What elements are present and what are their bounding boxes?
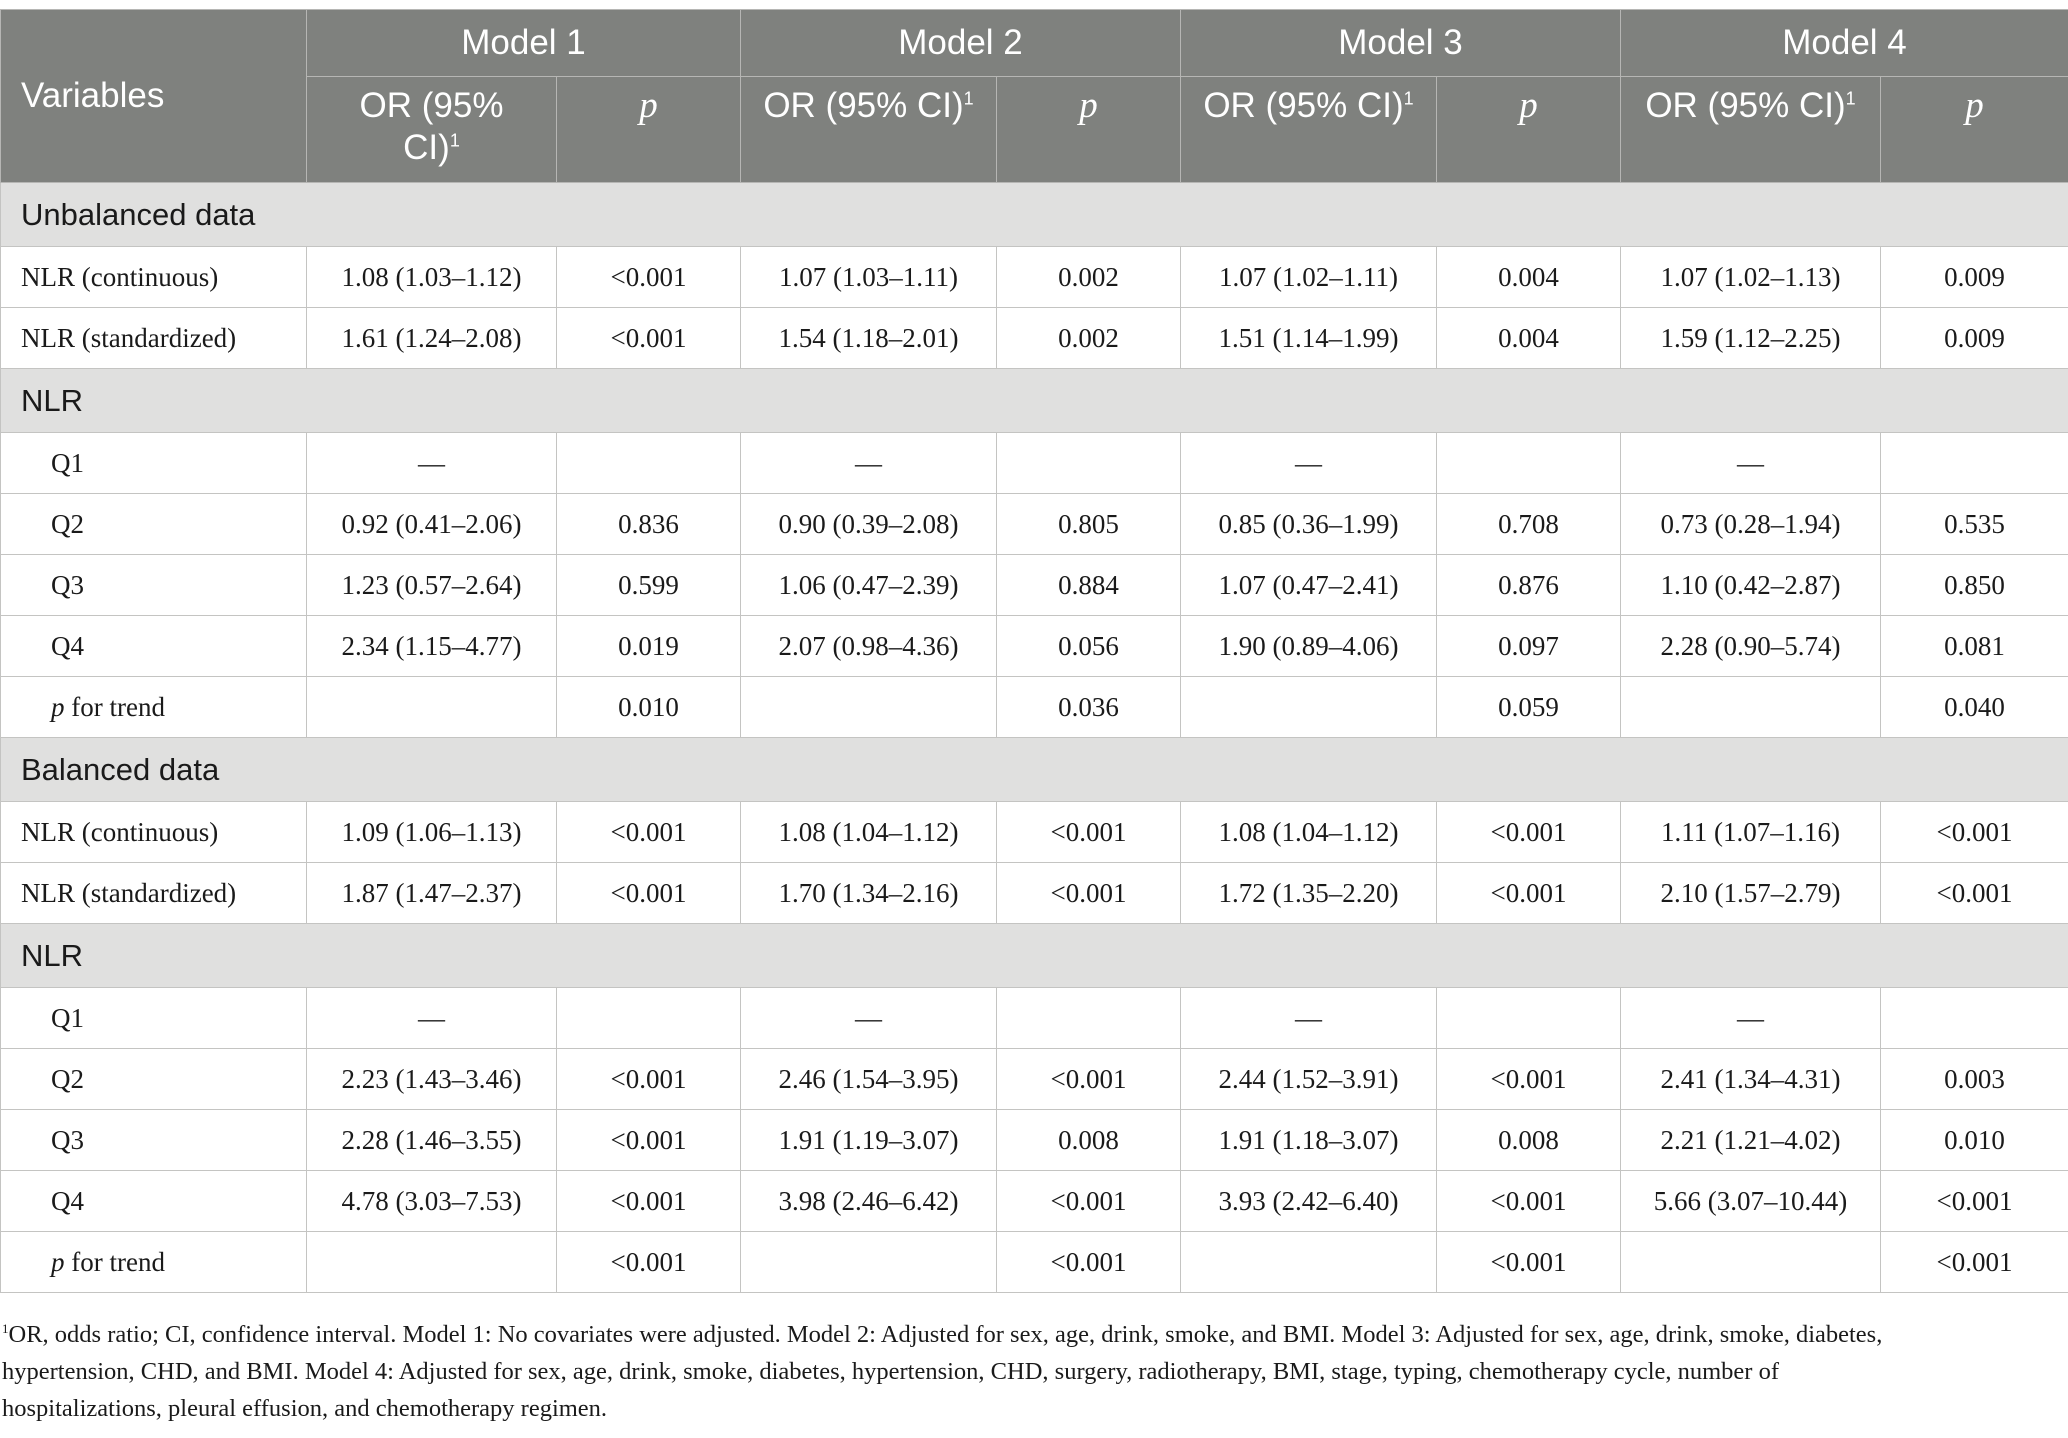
section-title: Unbalanced data xyxy=(1,183,2068,247)
or-ci-label: OR (95% CI) xyxy=(763,86,964,125)
p-value-cell: <0.001 xyxy=(1437,802,1621,863)
or-ci-cell: — xyxy=(741,433,997,494)
or-ci-cell xyxy=(741,677,997,738)
or-ci-cell: 2.07 (0.98–4.36) xyxy=(741,616,997,677)
or-ci-cell: — xyxy=(307,988,557,1049)
p-value-cell: <0.001 xyxy=(997,863,1181,924)
p-value-cell: 0.019 xyxy=(557,616,741,677)
or-ci-cell: — xyxy=(1621,433,1881,494)
p-value-cell: 0.097 xyxy=(1437,616,1621,677)
or-ci-cell: 1.59 (1.12–2.25) xyxy=(1621,308,1881,369)
p-value-cell: 0.003 xyxy=(1881,1049,2068,1110)
or-ci-cell: 0.90 (0.39–2.08) xyxy=(741,494,997,555)
trend-label-text: for trend xyxy=(64,691,165,722)
p-value-cell: 0.002 xyxy=(997,247,1181,308)
or-ci-cell: 1.61 (1.24–2.08) xyxy=(307,308,557,369)
or-ci-cell: 2.28 (0.90–5.74) xyxy=(1621,616,1881,677)
subsection-title: NLR xyxy=(1,369,2068,433)
quartile-row xyxy=(1,555,2068,616)
p-value-cell: <0.001 xyxy=(557,247,741,308)
or-ci-cell xyxy=(307,677,557,738)
p-value-cell: <0.001 xyxy=(997,802,1181,863)
or-ci-header xyxy=(741,77,997,183)
p-value-cell xyxy=(1881,988,2068,1049)
or-ci-cell xyxy=(741,1232,997,1293)
row-label: NLR (standardized) xyxy=(1,308,307,369)
p-value-cell: <0.001 xyxy=(997,1171,1181,1232)
p-value-cell: <0.001 xyxy=(557,863,741,924)
or-ci-cell: 1.08 (1.04–1.12) xyxy=(1181,802,1437,863)
p-value-cell: 0.004 xyxy=(1437,247,1621,308)
or-ci-cell: — xyxy=(1621,988,1881,1049)
p-value-cell xyxy=(1881,433,2068,494)
quartile-row xyxy=(1,1049,2068,1110)
quartile-row xyxy=(1,988,2068,1049)
p-value-cell: <0.001 xyxy=(1437,1232,1621,1293)
or-ci-cell: 3.98 (2.46–6.42) xyxy=(741,1171,997,1232)
p-value-cell: <0.001 xyxy=(1437,1049,1621,1110)
row-label: Q2 xyxy=(1,494,307,555)
or-ci-cell: 0.73 (0.28–1.94) xyxy=(1621,494,1881,555)
footnote-line-3: hospitalizations, pleural effusion, and chemotherapy regimen. xyxy=(2,1395,608,1422)
or-ci-cell xyxy=(1621,1232,1881,1293)
p-value-header xyxy=(1881,77,2068,183)
p-value-cell: <0.001 xyxy=(557,1232,741,1293)
p-label: p xyxy=(1965,85,1984,126)
quartile-row xyxy=(1,616,2068,677)
or-ci-cell: 2.41 (1.34–4.31) xyxy=(1621,1049,1881,1110)
p-value-cell: 0.008 xyxy=(1437,1110,1621,1171)
p-value-cell: <0.001 xyxy=(557,1110,741,1171)
row-label: NLR (standardized) xyxy=(1,863,307,924)
or-ci-cell: 1.70 (1.34–2.16) xyxy=(741,863,997,924)
section-row xyxy=(1,924,2068,988)
section-row xyxy=(1,183,2068,247)
p-value-cell: 0.010 xyxy=(557,677,741,738)
p-value-cell: 0.010 xyxy=(1881,1110,2068,1171)
table-body xyxy=(1,183,2068,1293)
results-table xyxy=(0,9,2068,1293)
p-value-cell xyxy=(1437,433,1621,494)
or-ci-label: OR (95% CI) xyxy=(359,86,504,167)
or-ci-cell: 1.54 (1.18–2.01) xyxy=(741,308,997,369)
or-ci-cell: 1.07 (1.02–1.11) xyxy=(1181,247,1437,308)
or-ci-cell: 2.23 (1.43–3.46) xyxy=(307,1049,557,1110)
model-4-header: Model 4 xyxy=(1621,10,2068,77)
or-ci-cell: 1.09 (1.06–1.13) xyxy=(307,802,557,863)
p-value-header xyxy=(1437,77,1621,183)
p-value-header xyxy=(997,77,1181,183)
quartile-row xyxy=(1,1110,2068,1171)
or-ci-cell: 1.23 (0.57–2.64) xyxy=(307,555,557,616)
or-ci-cell: 1.11 (1.07–1.16) xyxy=(1621,802,1881,863)
p-value-cell: <0.001 xyxy=(1881,1171,2068,1232)
p-value-header xyxy=(557,77,741,183)
or-ci-cell: 2.28 (1.46–3.55) xyxy=(307,1110,557,1171)
section-row xyxy=(1,369,2068,433)
p-value-cell xyxy=(1437,988,1621,1049)
row-label: Q4 xyxy=(1,616,307,677)
or-ci-cell: — xyxy=(1181,988,1437,1049)
table-row xyxy=(1,308,2068,369)
table-row xyxy=(1,247,2068,308)
or-ci-label: OR (95% CI) xyxy=(1645,86,1846,125)
p-value-cell: <0.001 xyxy=(1881,863,2068,924)
or-ci-cell: 1.07 (1.02–1.13) xyxy=(1621,247,1881,308)
p-value-cell: 0.056 xyxy=(997,616,1181,677)
p-value-cell xyxy=(997,433,1181,494)
p-label: p xyxy=(1519,85,1538,126)
p-value-cell: <0.001 xyxy=(1881,1232,2068,1293)
p-value-cell: 0.535 xyxy=(1881,494,2068,555)
p-value-cell: 0.008 xyxy=(997,1110,1181,1171)
or-ci-cell: 1.91 (1.18–3.07) xyxy=(1181,1110,1437,1171)
p-value-cell: 0.004 xyxy=(1437,308,1621,369)
or-ci-cell: 1.08 (1.03–1.12) xyxy=(307,247,557,308)
p-label: p xyxy=(1079,85,1098,126)
p-value-cell: 0.009 xyxy=(1881,247,2068,308)
section-title: Balanced data xyxy=(1,738,2068,802)
p-value-cell: 0.599 xyxy=(557,555,741,616)
or-ci-cell: 0.85 (0.36–1.99) xyxy=(1181,494,1437,555)
or-ci-cell: 5.66 (3.07–10.44) xyxy=(1621,1171,1881,1232)
row-label: Q4 xyxy=(1,1171,307,1232)
or-ci-cell: 2.44 (1.52–3.91) xyxy=(1181,1049,1437,1110)
or-ci-label: OR (95% CI) xyxy=(1203,86,1404,125)
trend-label-p: p xyxy=(51,1246,65,1277)
p-value-cell: 0.876 xyxy=(1437,555,1621,616)
or-ci-cell xyxy=(307,1232,557,1293)
or-ci-cell: 0.92 (0.41–2.06) xyxy=(307,494,557,555)
or-ci-cell: 1.10 (0.42–2.87) xyxy=(1621,555,1881,616)
p-value-cell: 0.009 xyxy=(1881,308,2068,369)
or-ci-header xyxy=(307,77,557,183)
or-footnote-mark: 1 xyxy=(1403,88,1414,109)
or-ci-header xyxy=(1621,77,1881,183)
or-footnote-mark: 1 xyxy=(1845,88,1856,109)
p-value-cell: <0.001 xyxy=(1881,802,2068,863)
p-value-cell: 0.040 xyxy=(1881,677,2068,738)
or-ci-cell: 1.07 (0.47–2.41) xyxy=(1181,555,1437,616)
row-label: NLR (continuous) xyxy=(1,247,307,308)
p-value-cell: 0.081 xyxy=(1881,616,2068,677)
or-ci-cell: 1.07 (1.03–1.11) xyxy=(741,247,997,308)
p-value-cell: 0.805 xyxy=(997,494,1181,555)
p-value-cell: <0.001 xyxy=(997,1232,1181,1293)
model-1-header: Model 1 xyxy=(307,10,741,77)
or-ci-cell: 1.90 (0.89–4.06) xyxy=(1181,616,1437,677)
p-value-cell: 0.002 xyxy=(997,308,1181,369)
model-3-header: Model 3 xyxy=(1181,10,1621,77)
p-value-cell: 0.850 xyxy=(1881,555,2068,616)
footnote-mark: 1 xyxy=(2,1320,9,1336)
p-value-cell: <0.001 xyxy=(557,1171,741,1232)
row-label: Q3 xyxy=(1,1110,307,1171)
p-value-cell: 0.884 xyxy=(997,555,1181,616)
row-label: Q2 xyxy=(1,1049,307,1110)
or-ci-cell: 2.10 (1.57–2.79) xyxy=(1621,863,1881,924)
or-ci-cell: 1.51 (1.14–1.99) xyxy=(1181,308,1437,369)
or-ci-cell: 2.34 (1.15–4.77) xyxy=(307,616,557,677)
table-footnote xyxy=(2,1316,2052,1427)
trend-label xyxy=(1,677,307,738)
row-label: Q3 xyxy=(1,555,307,616)
row-label: Q1 xyxy=(1,988,307,1049)
or-ci-cell xyxy=(1181,677,1437,738)
p-value-cell: <0.001 xyxy=(997,1049,1181,1110)
trend-label xyxy=(1,1232,307,1293)
p-value-cell: <0.001 xyxy=(557,802,741,863)
or-ci-cell: 1.72 (1.35–2.20) xyxy=(1181,863,1437,924)
section-row xyxy=(1,738,2068,802)
trend-row xyxy=(1,1232,2068,1293)
or-ci-cell: 1.08 (1.04–1.12) xyxy=(741,802,997,863)
or-ci-cell: 3.93 (2.42–6.40) xyxy=(1181,1171,1437,1232)
or-ci-cell xyxy=(1181,1232,1437,1293)
or-ci-cell: — xyxy=(307,433,557,494)
p-value-cell xyxy=(557,988,741,1049)
p-value-cell: 0.708 xyxy=(1437,494,1621,555)
quartile-row xyxy=(1,1171,2068,1232)
subsection-title: NLR xyxy=(1,924,2068,988)
p-value-cell: 0.059 xyxy=(1437,677,1621,738)
row-label: Q1 xyxy=(1,433,307,494)
table-row xyxy=(1,802,2068,863)
or-ci-cell: 1.91 (1.19–3.07) xyxy=(741,1110,997,1171)
or-ci-cell: — xyxy=(741,988,997,1049)
row-label: NLR (continuous) xyxy=(1,802,307,863)
p-value-cell: <0.001 xyxy=(557,1049,741,1110)
model-2-header: Model 2 xyxy=(741,10,1181,77)
p-value-cell: <0.001 xyxy=(1437,863,1621,924)
p-value-cell: 0.836 xyxy=(557,494,741,555)
footnote-line-1: OR, odds ratio; CI, confidence interval. Model 1: No covariates were adjusted. Model 2: Adjusted for sex, age, drink, smoke, and BMI. Model 3: Adjusted for sex, age, drink, smoke, diabetes, xyxy=(8,1321,1883,1348)
trend-row xyxy=(1,677,2068,738)
or-footnote-mark: 1 xyxy=(963,88,974,109)
p-value-cell: <0.001 xyxy=(1437,1171,1621,1232)
quartile-row xyxy=(1,433,2068,494)
trend-label-text: for trend xyxy=(64,1246,165,1277)
quartile-row xyxy=(1,494,2068,555)
table-row xyxy=(1,863,2068,924)
or-ci-cell: 1.06 (0.47–2.39) xyxy=(741,555,997,616)
p-label: p xyxy=(639,85,658,126)
or-ci-header xyxy=(1181,77,1437,183)
or-ci-cell: 2.21 (1.21–4.02) xyxy=(1621,1110,1881,1171)
or-ci-cell: 2.46 (1.54–3.95) xyxy=(741,1049,997,1110)
p-value-cell: <0.001 xyxy=(557,308,741,369)
or-ci-cell: 4.78 (3.03–7.53) xyxy=(307,1171,557,1232)
subheader-row xyxy=(1,77,2068,183)
or-ci-cell: 1.87 (1.47–2.37) xyxy=(307,863,557,924)
p-value-cell xyxy=(997,988,1181,1049)
footnote-line-2: hypertension, CHD, and BMI. Model 4: Adjusted for sex, age, drink, smoke, diabetes, hypertension, CHD, surgery, radiotherapy, BMI, stage, typing, chemotherapy cycle, number of xyxy=(2,1358,1780,1385)
table-header xyxy=(1,10,2068,183)
or-ci-cell xyxy=(1621,677,1881,738)
trend-label-p: p xyxy=(51,691,65,722)
p-value-cell: 0.036 xyxy=(997,677,1181,738)
or-ci-cell: — xyxy=(1181,433,1437,494)
p-value-cell xyxy=(557,433,741,494)
variables-header: Variables xyxy=(1,10,307,183)
or-footnote-mark: 1 xyxy=(449,130,460,151)
